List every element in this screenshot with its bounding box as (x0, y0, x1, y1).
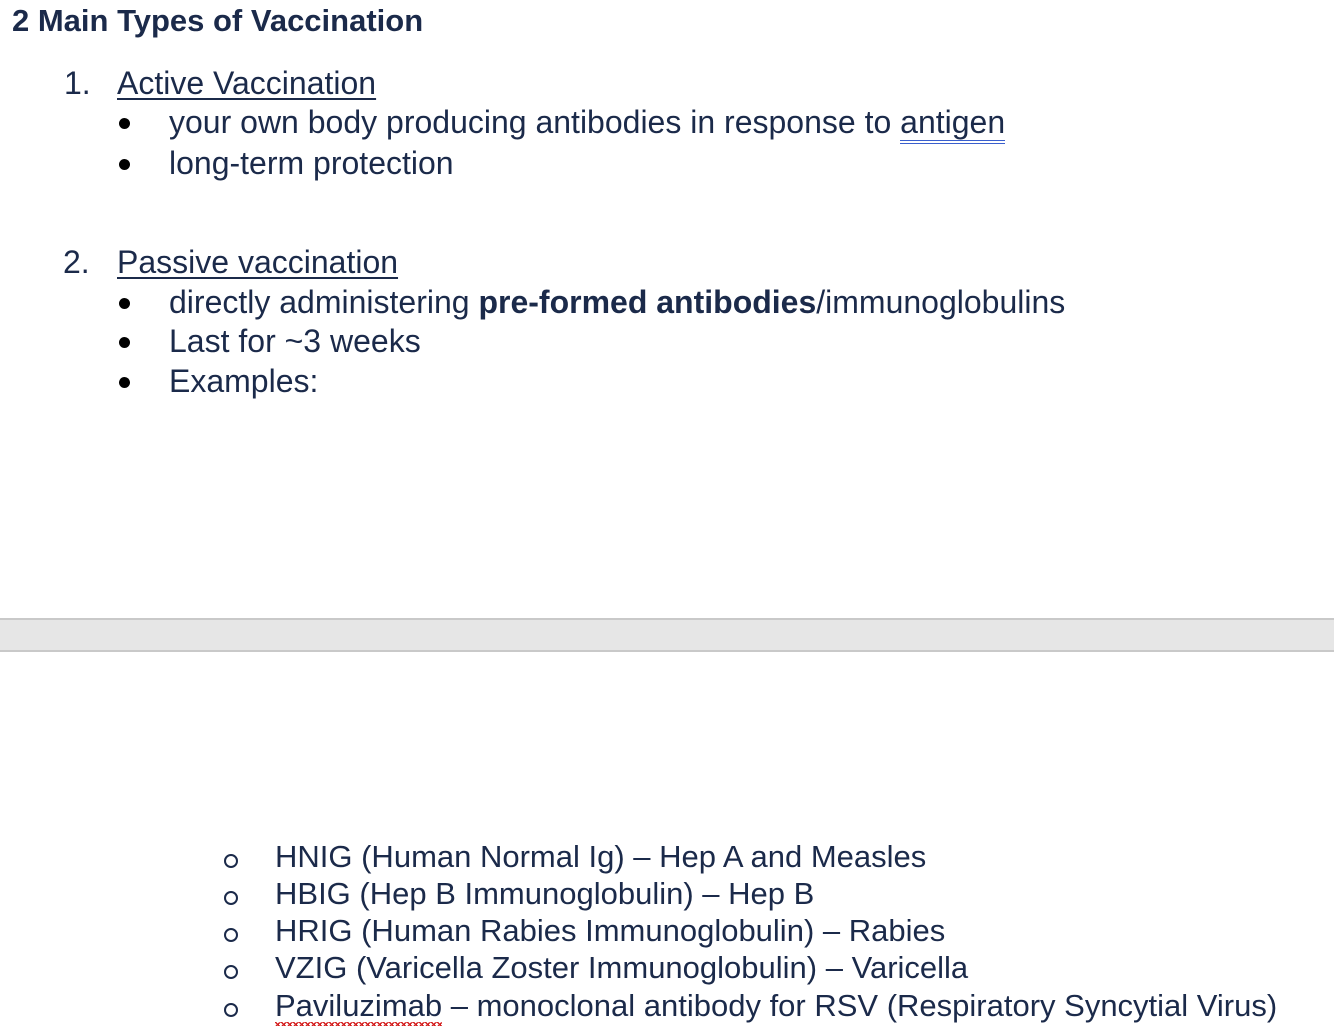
example-paviluzimab (275, 988, 1277, 1024)
bullet-icon (119, 118, 130, 129)
bullet-text: directly administering (169, 284, 479, 320)
antigen-link[interactable]: antigen (900, 104, 1005, 144)
page-break-separator (0, 618, 1334, 652)
bullet-line-antibodies-response (169, 104, 1005, 141)
bullet-line-long-term: long-term protection (169, 145, 454, 181)
bullet-icon (119, 377, 130, 388)
example-vzig: VZIG (Varicella Zoster Immunoglobulin) – Varicella (275, 950, 969, 985)
list-number-2: 2. (63, 244, 90, 280)
spellcheck-term-paviluzimab[interactable]: Paviluzimab (275, 988, 442, 1026)
document-heading: 2 Main Types of Vaccination (12, 3, 424, 38)
bullet-line-examples: Examples: (169, 363, 319, 399)
circle-bullet-icon (224, 891, 238, 905)
circle-bullet-icon (224, 854, 238, 868)
circle-bullet-icon (224, 928, 238, 942)
item-title-passive-vaccination: Passive vaccination (117, 244, 399, 280)
example-hnig: HNIG (Human Normal Ig) – Hep A and Measles (275, 839, 927, 874)
bullet-text: your own body producing antibodies in response to (169, 104, 901, 140)
bold-term-preformed-antibodies: pre-formed antibodies (478, 284, 817, 320)
bullet-text: /immunoglobulins (816, 284, 1066, 320)
example-text: – monoclonal antibody for RSV (Respiratory Syncytial Virus) (442, 988, 1278, 1023)
bullet-line-administering (169, 284, 1065, 321)
bullet-icon (119, 159, 130, 170)
example-hbig: HBIG (Hep B Immunoglobulin) – Hep B (275, 876, 815, 911)
circle-bullet-icon (224, 965, 238, 979)
list-number-1: 1. (64, 65, 91, 101)
circle-bullet-icon (224, 1003, 238, 1017)
bullet-icon (119, 337, 130, 348)
item-title-active-vaccination: Active Vaccination (117, 65, 377, 101)
bullet-icon (119, 298, 130, 309)
example-hrig: HRIG (Human Rabies Immunoglobulin) – Rabies (275, 913, 946, 948)
bullet-line-duration: Last for ~3 weeks (169, 323, 421, 359)
